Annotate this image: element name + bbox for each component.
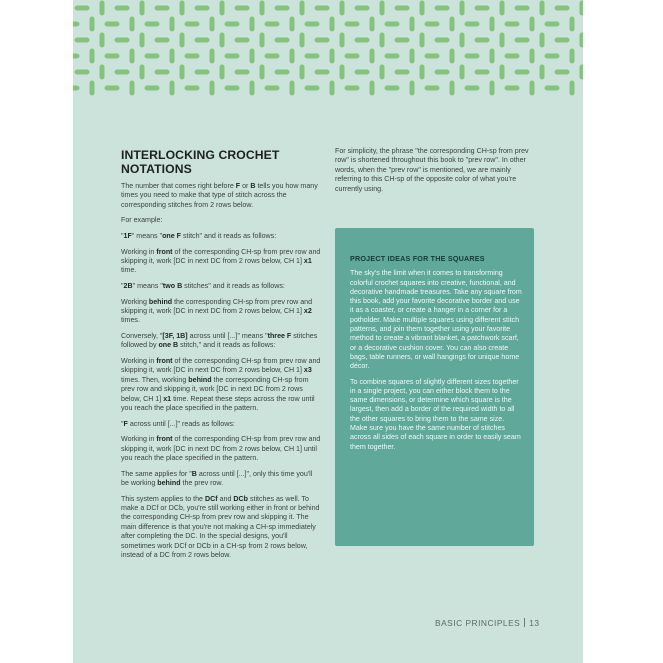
box-paragraph: The sky's the limit when it comes to transforming colorful crochet squares into creative, functional, and decorative handmade treasures. Take any square from this book, add your favorite decorative border and use it as a coaster, or create a hanger in a corner for a potholder. Make multiple squares using different stitch patterns, and join them together using your favorite method to create a vibrant blanket, a patchwork scarf, or a decorative cushion cover. You can also create bags, table runners, or wall hangings for unique home décor. [350, 269, 522, 371]
section-heading: INTERLOCKING CROCHET NOTATIONS [121, 148, 280, 176]
box-paragraph: To combine squares of slightly different sizes together in a single project, you can either block them to the same dimensions, or determine which square is the largest, then add a border of the required width to all the other squares to bring them to the same size. Make sure you have the same number of stitches across all sides of each square in order to easily seam them together. [350, 377, 521, 451]
body-paragraph: The same applies for "B across until [...]", only this time you'll be working behind the prev row. [121, 469, 313, 488]
page-number: 13 [529, 618, 540, 628]
body-paragraph: This system applies to the DCf and DCb stitches as well. To make a DCf or DCb, you're still working either in front or behind the corresponding CH-sp from prev row and skipping it. The main difference is that you're not making a CH-sp immediately after completing the DC. In the special designs, you'll sometimes work DCf or DCb in a CH-sp from 2 rows below, instead of a DC from 2 rows below. [121, 494, 320, 560]
dash-pattern-decoration [73, 0, 583, 96]
footer-divider [524, 618, 525, 627]
body-paragraph: The number that comes right before F or B tells you how many times you need to make that type of stitch across the corresponding stitches from 2 rows below. [121, 182, 318, 209]
body-paragraph: Conversely, "[3F, 1B] across until [...]" means "three F stitches followed by one B stitch," and it reads as follows: [121, 332, 318, 350]
right-column [335, 147, 535, 200]
body-paragraph: For example: [121, 216, 163, 225]
body-paragraph: Working in front of the corresponding CH-sp from prev row and skipping it, work [DC in next DC from 2 rows below, CH 1] x1 time. [121, 247, 321, 275]
body-paragraph: "1F" means "one F stitch" and it reads as follows: [121, 232, 277, 240]
body-paragraph: Working in front of the corresponding CH-sp from prev row and skipping it, work [DC in next DC from 2 rows below, CH 1] x3 times. Then, working behind the corresponding CH-sp from prev row and skipping it, work [DC in next DC from 2 rows below, CH 1] x1 time. Repeat these steps across the row until you reach the place specified in the pattern. [121, 357, 321, 413]
body-paragraph: "F across until [...]" reads as follows: [121, 419, 235, 428]
body-paragraph: For simplicity, the phrase "the corresponding CH-sp from prev row" is shortened throughout this book to "prev row". In other words, when the "prev row" is mentioned, we are mainly referring to this CH-sp of the opposite color of what you're currently using. [335, 147, 529, 193]
footer-section: BASIC PRINCIPLES [435, 618, 521, 628]
box-title: PROJECT IDEAS FOR THE SQUARES [350, 254, 485, 263]
left-paragraphs [121, 182, 321, 560]
body-paragraph: Working behind the corresponding CH-sp from prev row and skipping it, work [DC in next DC from 2 rows below, CH 1] x2 times. [121, 297, 313, 325]
body-paragraph: "2B" means "two B stitches" and it reads as follows: [121, 282, 285, 290]
body-paragraph: Working in front of the corresponding CH-sp from prev row and skipping it, work [DC in next DC from 2 rows below, CH 1] until you reach the place specified in the pattern. [121, 435, 321, 463]
book-page [73, 0, 583, 663]
page-footer [435, 618, 540, 628]
right-paragraphs [335, 147, 535, 194]
left-column [121, 149, 321, 567]
project-ideas-box [335, 228, 534, 546]
